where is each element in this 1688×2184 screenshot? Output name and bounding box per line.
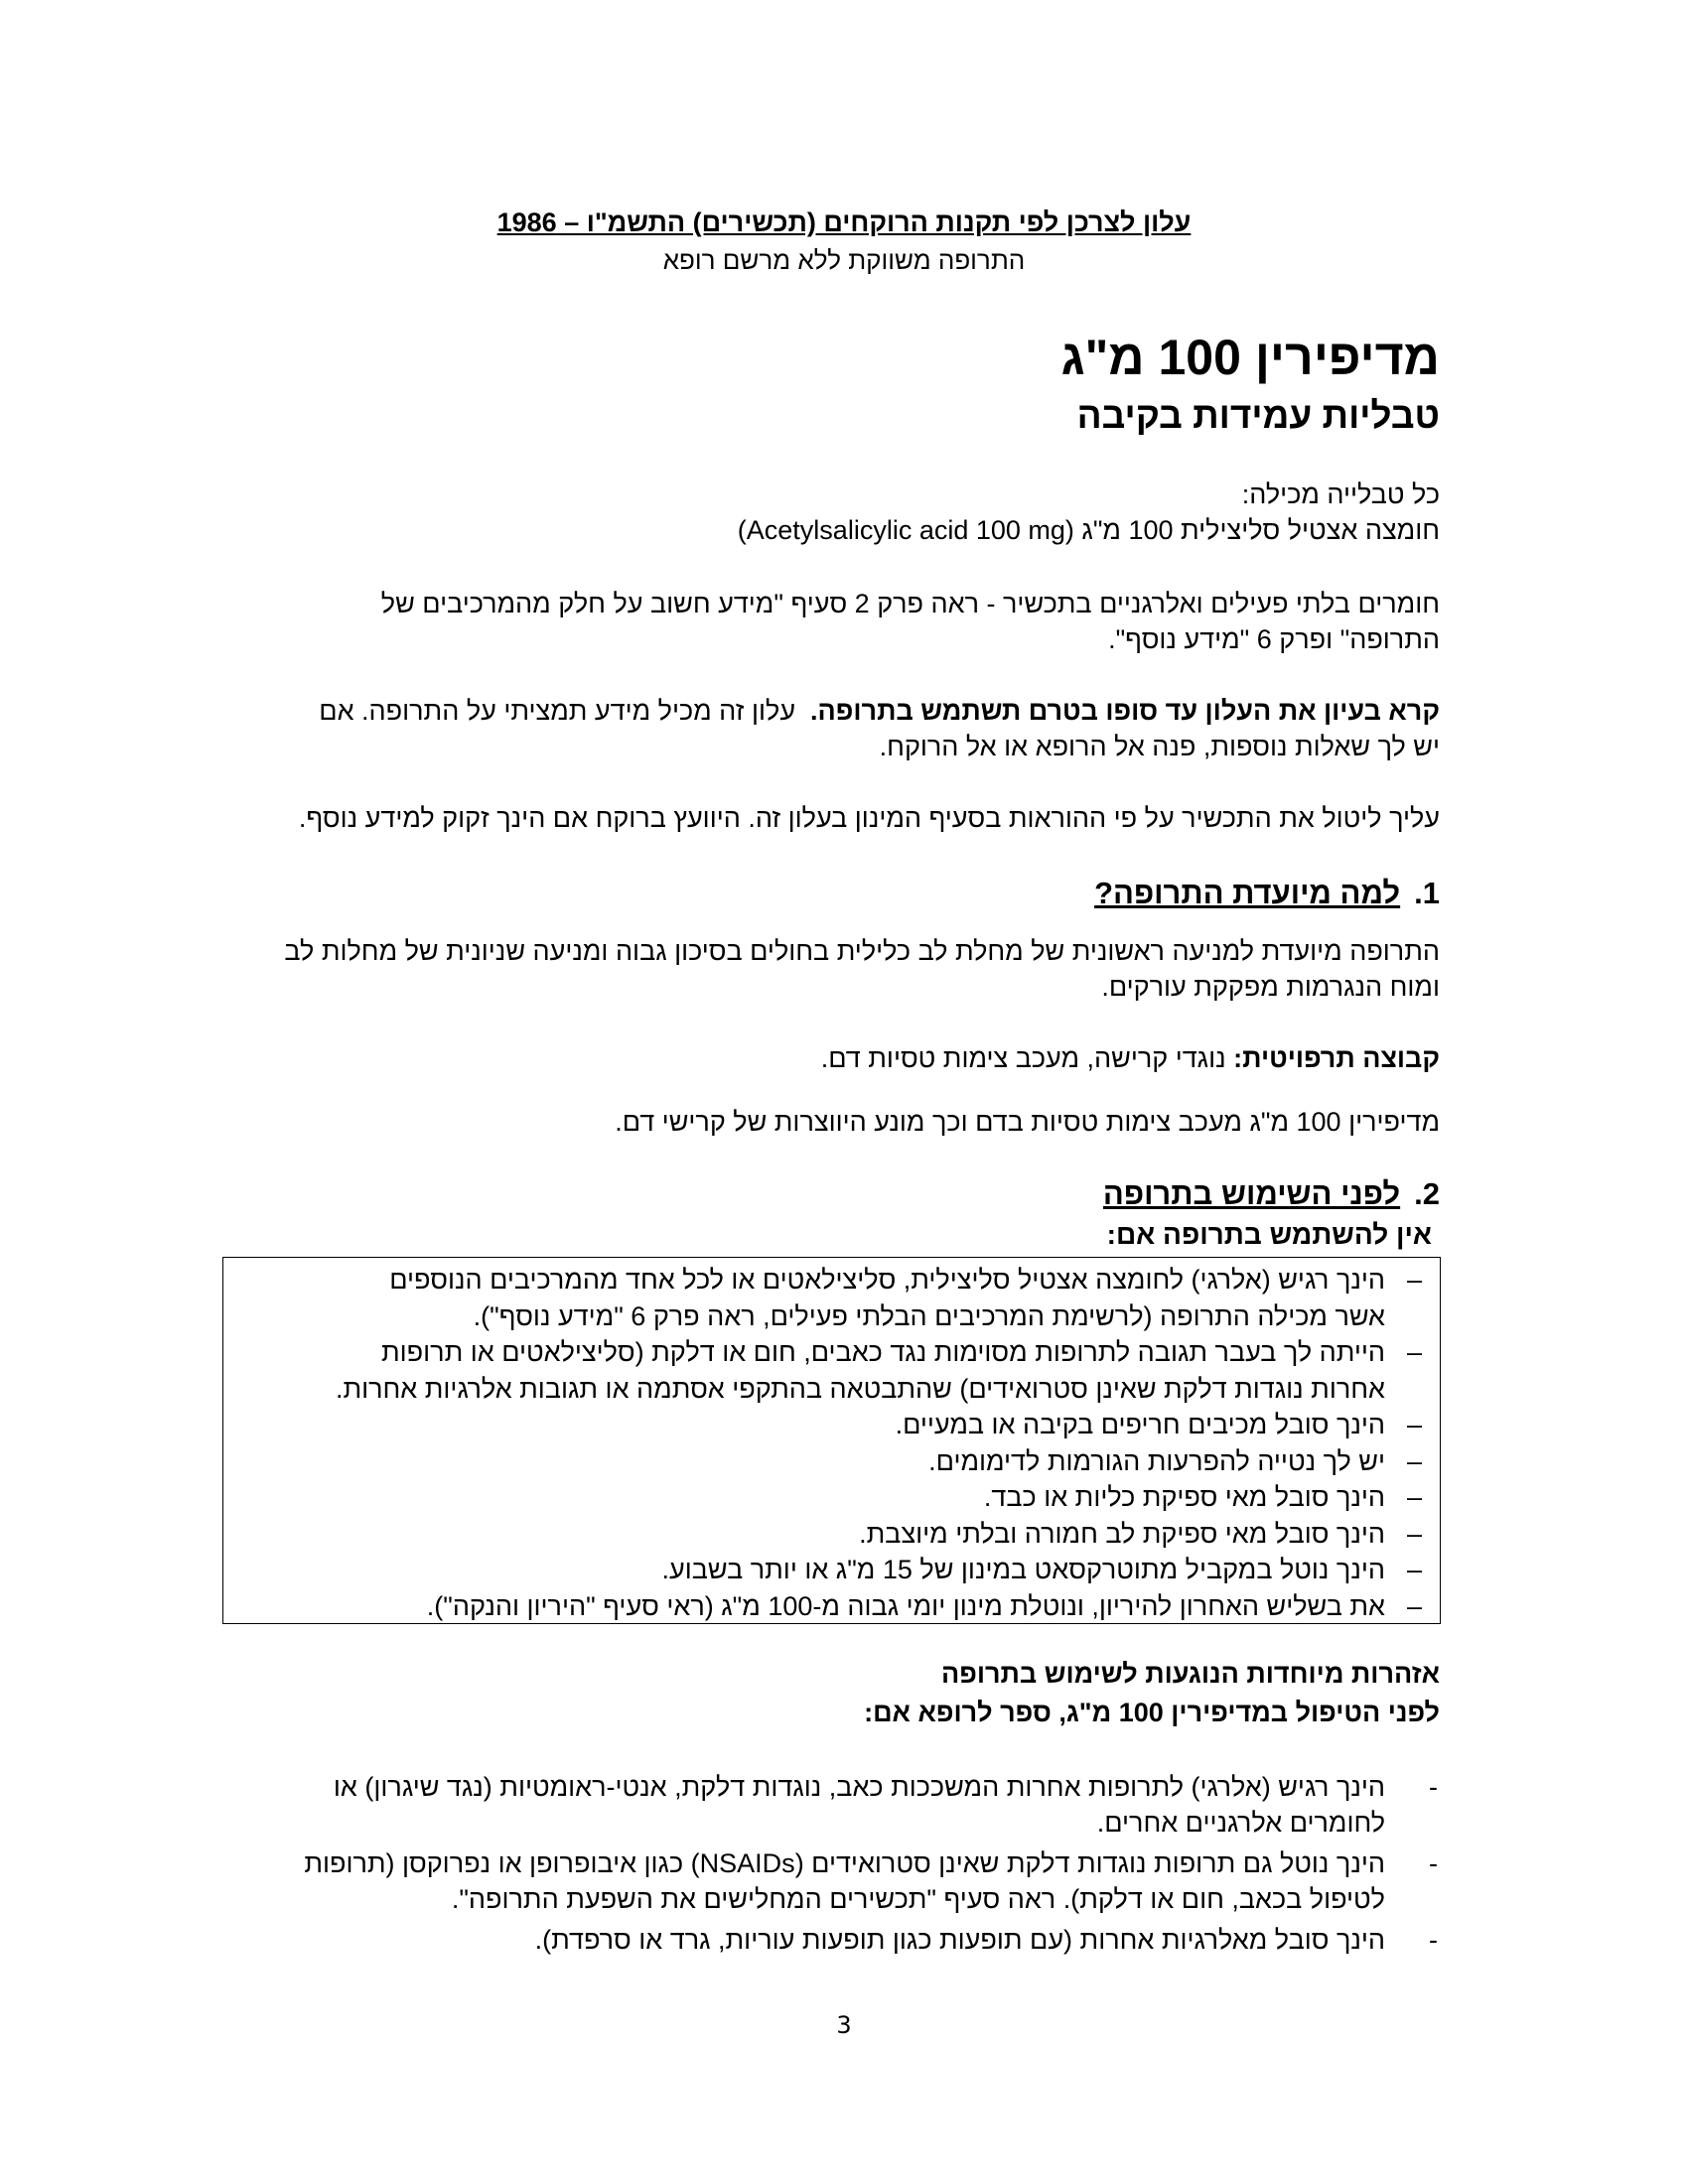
composition-label: כל טבלייה מכילה:: [1241, 479, 1440, 509]
otc-subtitle: התרופה משווקת ללא מרשם רופא: [662, 245, 1026, 275]
therapeutic-group: [218, 1040, 1440, 1076]
list-item: - הינך נוטל גם תרופות נוגדות דלקת שאינן סטרואידים (NSAIDs) כגון איבופרופן או נפרוקסן (תרופות לטיפול בכאב, חום או דלקת). ראה סעיף "תכשירים המחלישים את השפעת התרופה".: [209, 1845, 1440, 1917]
dash-bullet-icon: –: [1406, 1518, 1422, 1549]
dash-bullet-icon: -: [1429, 1848, 1438, 1878]
dash-bullet-icon: –: [1406, 1590, 1422, 1621]
dash-bullet-icon: –: [1406, 1445, 1422, 1476]
indication-line: ומוח הנגרמות מפקקת עורקים.: [1101, 972, 1440, 1002]
page-number: 3: [836, 2011, 852, 2039]
composition-ingredient: חומצה אצטיל סליצילית 100 מ"ג (Acetylsalicylic acid 100 mg): [737, 515, 1440, 545]
list-item: – יש לך נטייה להפרעות הגורמות לדימומים.: [233, 1443, 1440, 1480]
list-item: - הינך רגיש (אלרגי) לתרופות אחרות המשככות כאב, נוגדות דלקת, אנטי-ראומטיות (נגד שיגרון) או לחומרים אלרגניים אחרים.: [209, 1769, 1440, 1841]
read-note-rest: עלון זה מכיל מידע תמציתי על התרופה. אם: [319, 696, 796, 726]
inactive-ingredients-note: [218, 586, 1440, 657]
dash-bullet-icon: –: [1406, 1337, 1422, 1367]
warnings-subheading: לפני הטיפול במדיפירין 100 מ"ג, ספר לרופא אם:: [864, 1698, 1440, 1727]
read-note-line: יש לך שאלות נוספות, פנה אל הרופא או אל הרוקח.: [879, 732, 1440, 761]
contraindications-box: [222, 1257, 1441, 1624]
regulation-title: עלון לצרכן לפי תקנות הרוקחים (תכשירים) התשמ"ו – 1986: [496, 207, 1192, 237]
mechanism-line: מדיפירין 100 מ"ג מעכב צימות טסיות בדם וכך מונע היווצרות של קרישי דם.: [615, 1107, 1440, 1137]
contraindications-subheading: אין להשתמש בתרופה אם:: [1106, 1219, 1432, 1250]
section-1-heading: [1094, 874, 1440, 913]
list-item: – הינך רגיש (אלרגי) לחומצה אצטיל סליצילית, סליצילאטים או לכל אחד מהמרכיבים הנוספים אשר מכילה התרופה (לרשימת המרכיבים הבלתי פעילים, ראה פרק 6 "מידע נוסף").: [233, 1262, 1440, 1334]
therapeutic-group-label: קבוצה תרפויטית:: [1233, 1043, 1440, 1073]
indication-text: [218, 933, 1440, 1005]
mechanism-text: [218, 1104, 1440, 1140]
drug-name: מדיפירין 100 מ"ג: [1060, 330, 1440, 385]
dash-bullet-icon: -: [1429, 1925, 1438, 1955]
warnings-heading: אזהרות מיוחדות הנוגעות לשימוש בתרופה: [941, 1659, 1440, 1689]
contraindications-list: [233, 1262, 1440, 1624]
list-item: – הינך סובל מאי ספיקת לב חמורה ובלתי מיוצבת.: [233, 1516, 1440, 1553]
dash-bullet-icon: –: [1406, 1410, 1422, 1439]
dash-bullet-icon: -: [1429, 1772, 1438, 1802]
read-note-bold: קרא בעיון את העלון עד סופו בטרם תשתמש בתרופה.: [810, 696, 1440, 726]
list-item: – הינך סובל מכיבים חריפים בקיבה או במעיים.: [233, 1407, 1440, 1443]
dosage-note: [218, 800, 1440, 836]
inactive-note-line: חומרים בלתי פעילים ואלרגניים בתכשיר - ראה פרק 2 סעיף "מידע חשוב על חלק מהמרכיבים של: [380, 589, 1440, 618]
inactive-note-line: התרופה" ופרק 6 "מידע נוסף".: [1108, 624, 1440, 654]
section-1-title: למה מיועדת התרופה?: [1094, 876, 1401, 910]
drug-form: טבליות עמידות בקיבה: [1076, 395, 1440, 436]
dash-bullet-icon: –: [1406, 1265, 1422, 1295]
indication-line: התרופה מיועדת למניעה ראשונית של מחלת לב כלילית בחולים בסיכון גבוה ומניעה שניונית של מחלות לב: [284, 936, 1440, 966]
dash-bullet-icon: –: [1406, 1555, 1422, 1584]
therapeutic-group-text: נוגדי קרישה, מעכב צימות טסיות דם.: [820, 1043, 1226, 1073]
list-item: – את בשליש האחרון להיריון, ונוטלת מינון יומי גבוה מ-100 מ"ג (ראי סעיף "היריון והנקה").: [233, 1588, 1440, 1625]
list-item: – הינך סובל מאי ספיקת כליות או כבד.: [233, 1479, 1440, 1516]
read-note-line: [218, 693, 1440, 729]
section-1-number: 1.: [1414, 876, 1440, 910]
section-2-title: לפני השימוש בתרופה: [1102, 1176, 1401, 1211]
warnings-list: [209, 1769, 1440, 1963]
section-2-number: 2.: [1414, 1176, 1440, 1211]
dosage-note-text: עליך ליטול את התכשיר על פי ההוראות בסעיף המינון בעלון זה. היוועץ ברוקח אם הינך זקוק למידע נוסף.: [298, 803, 1440, 833]
list-item: – הינך נוטל במקביל מתוטרקסאט במינון של 15 מ"ג או יותר בשבוע.: [233, 1552, 1440, 1588]
read-leaflet-note: [218, 693, 1440, 764]
dash-bullet-icon: –: [1406, 1482, 1422, 1512]
list-item: - הינך סובל מאלרגיות אחרות (עם תופעות כגון תופעות עוריות, גרד או סרפדת).: [209, 1922, 1440, 1958]
composition-block: [218, 477, 1440, 548]
list-item: – הייתה לך בעבר תגובה לתרופות מסוימות נגד כאבים, חום או דלקת (סליצילאטים או תרופות אחרות נוגדות דלקת שאינן סטרואידים) שהתבטאה בהתקפי אסתמה או תגובות אלרגיות אחרות.: [233, 1334, 1440, 1407]
section-2-heading: [1103, 1174, 1440, 1214]
